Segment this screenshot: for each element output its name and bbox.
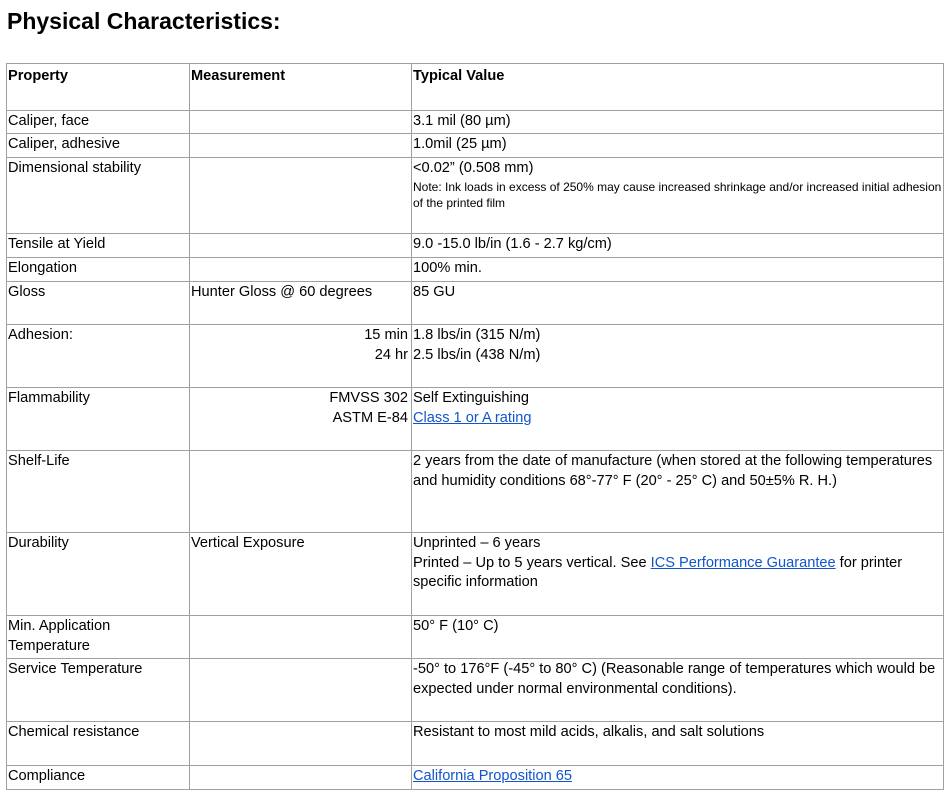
- measurement-line: 24 hr: [374, 346, 408, 363]
- table-row: [7, 616, 944, 659]
- value-cell: [412, 325, 944, 388]
- property-cell: Chemical resistance: [7, 722, 190, 766]
- value-text: for printer specific information: [413, 554, 903, 590]
- table-row: [7, 258, 944, 282]
- measurement-line: FMVSS 302: [329, 390, 408, 406]
- value-line: Self Extinguishing: [413, 390, 530, 406]
- physical-characteristics-table: [6, 63, 944, 790]
- value-cell: [412, 388, 944, 451]
- value-line: 1.8 lbs/in (315 N/m): [413, 327, 541, 343]
- table-row: [7, 766, 944, 790]
- measurement-cell: [190, 616, 412, 659]
- measurement-cell: [190, 451, 412, 533]
- value-cell: 100% min.: [412, 258, 944, 282]
- measurement-line: 15 min: [364, 327, 408, 343]
- property-cell: Compliance: [7, 766, 190, 790]
- table-row: [7, 388, 944, 451]
- property-cell: Flammability: [7, 388, 190, 451]
- property-cell: Caliper, face: [7, 111, 190, 134]
- table-row: [7, 282, 944, 325]
- value-cell: 2 years from the date of manufacture (when stored at the following temperatures and humidity conditions 68°-77° F (20° - 25° C) and 50±5% R. H.): [412, 451, 944, 533]
- measurement-cell: [190, 258, 412, 282]
- measurement-cell: [190, 134, 412, 158]
- property-cell: Durability: [7, 533, 190, 616]
- measurement-cell: [190, 722, 412, 766]
- ics-performance-guarantee-link[interactable]: ICS Performance Guarantee: [650, 554, 836, 571]
- table-row: [7, 158, 944, 234]
- measurement-cell: [190, 111, 412, 134]
- value-cell: [412, 766, 944, 790]
- measurement-cell: [190, 325, 412, 388]
- page-title: Physical Characteristics:: [7, 8, 281, 34]
- value-cell: 9.0 -15.0 lb/in (1.6 - 2.7 kg/cm): [412, 234, 944, 258]
- value-cell: 1.0mil (25 µm): [412, 134, 944, 158]
- table-row: [7, 234, 944, 258]
- property-cell: Tensile at Yield: [7, 234, 190, 258]
- table-header-row: [7, 64, 944, 111]
- table-row: [7, 325, 944, 388]
- property-cell: Service Temperature: [7, 659, 190, 722]
- measurement-cell: Vertical Exposure: [190, 533, 412, 616]
- measurement-cell: Hunter Gloss @ 60 degrees: [190, 282, 412, 325]
- header-typical-value: Typical Value: [412, 64, 944, 111]
- measurement-line: ASTM E-84: [332, 409, 408, 426]
- measurement-cell: [190, 158, 412, 234]
- value-cell: 50° F (10° C): [412, 616, 944, 659]
- header-property: Property: [7, 64, 190, 111]
- measurement-cell: [190, 659, 412, 722]
- header-measurement: Measurement: [190, 64, 412, 111]
- value-cell: -50° to 176°F (-45° to 80° C) (Reasonable range of temperatures which would be expected under normal environmental conditions).: [412, 659, 944, 722]
- property-cell: Elongation: [7, 258, 190, 282]
- table-row: [7, 451, 944, 533]
- measurement-cell: [190, 766, 412, 790]
- value-text: <0.02” (0.508 mm): [413, 160, 534, 176]
- table-row: [7, 134, 944, 158]
- table-row: [7, 533, 944, 616]
- property-cell: Dimensional stability: [7, 158, 190, 234]
- value-line: 2.5 lbs/in (438 N/m): [413, 346, 541, 363]
- property-cell: Gloss: [7, 282, 190, 325]
- table-row: [7, 659, 944, 722]
- value-text: Printed – Up to 5 years vertical. See: [413, 554, 651, 571]
- table-row: [7, 111, 944, 134]
- property-cell: Shelf-Life: [7, 451, 190, 533]
- class-rating-link[interactable]: Class 1 or A rating: [413, 409, 532, 426]
- measurement-cell: [190, 234, 412, 258]
- table-row: [7, 722, 944, 766]
- property-cell: Min. Application Temperature: [7, 616, 190, 659]
- property-cell: Adhesion:: [7, 325, 190, 388]
- value-cell: [412, 158, 944, 234]
- measurement-cell: [190, 388, 412, 451]
- california-prop-65-link[interactable]: California Proposition 65: [413, 768, 572, 784]
- value-line: Unprinted – 6 years: [413, 535, 541, 551]
- value-cell: Resistant to most mild acids, alkalis, and salt solutions: [412, 722, 944, 766]
- value-cell: [412, 533, 944, 616]
- property-cell: Caliper, adhesive: [7, 134, 190, 158]
- value-cell: 85 GU: [412, 282, 944, 325]
- value-note: Note: Ink loads in excess of 250% may cause increased shrinkage and/or increased initial adhesion of the printed film: [413, 179, 942, 210]
- value-cell: 3.1 mil (80 µm): [412, 111, 944, 134]
